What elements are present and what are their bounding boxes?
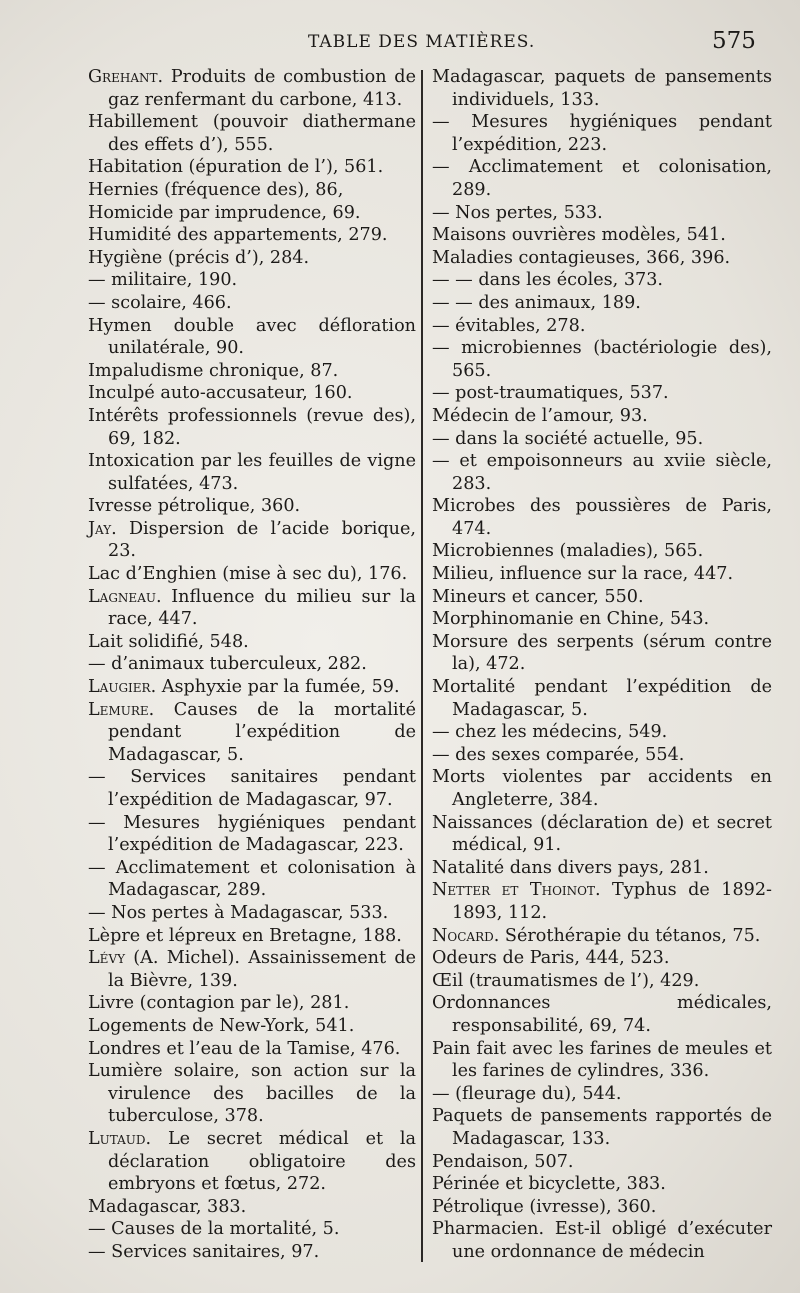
entry-text: — Services sanitaires, 97. <box>88 1241 320 1262</box>
index-entry <box>88 1015 416 1038</box>
entry-text: Lac d’Enghien (mise à sec du), 176. <box>88 564 408 585</box>
entry-text: Produits de combustion de gaz renfermant du carbone, 413. <box>108 67 416 110</box>
index-entry <box>432 405 772 428</box>
entry-text: Lèpre et lépreux en Bretagne, 188. <box>88 925 402 946</box>
entry-text: — des sexes comparée, 554. <box>432 744 685 765</box>
entry-text: Livre (contagion par le), 281. <box>88 993 350 1014</box>
entry-text: Humidité des appartements, 279. <box>88 225 388 246</box>
index-entry <box>88 857 416 902</box>
index-entry <box>432 631 772 676</box>
entry-text: Habillement (pouvoir diathermane des effets d’), 555. <box>88 112 416 155</box>
index-entry <box>88 382 416 405</box>
entry-text: Microbes des poussières de Paris, 474. <box>432 496 772 539</box>
index-entry <box>88 202 416 225</box>
entry-text: Naissances (déclaration de) et secret médical, 91. <box>432 812 772 856</box>
entry-text: — scolaire, 466. <box>88 292 232 313</box>
index-entry <box>432 992 772 1037</box>
index-entry <box>432 156 772 201</box>
index-entry <box>88 586 416 631</box>
entry-text: (A. Michel). Assainissement de la Bièvre, 139. <box>108 948 416 991</box>
index-entry <box>88 812 416 857</box>
entry-author: Netter et Thoinot. <box>432 880 601 901</box>
entry-text: Lumière solaire, son action sur la virulence des bacilles de la tuberculose, 378. <box>88 1061 416 1127</box>
entry-text: Londres et l’eau de la Tamise, 476. <box>88 1038 401 1059</box>
index-entry <box>88 495 416 518</box>
entry-text: Mortalité pendant l’expédition de Madagascar, 5. <box>432 677 772 720</box>
index-entry <box>432 292 772 315</box>
index-entry <box>432 450 772 495</box>
entry-text: Intoxication par les feuilles de vigne sulfatées, 473. <box>88 451 416 494</box>
entry-text: Médecin de l’amour, 93. <box>432 405 648 426</box>
index-entry <box>88 631 416 654</box>
entry-text: — Acclimatement et colonisation, 289. <box>432 157 772 200</box>
index-entry <box>88 1060 416 1128</box>
index-entry <box>432 224 772 247</box>
index-entry <box>88 653 416 676</box>
index-entry <box>432 970 772 993</box>
entry-text: — Services sanitaires pendant l’expédition de Madagascar, 97. <box>88 767 416 810</box>
index-entry <box>88 992 416 1015</box>
index-entry <box>432 857 772 880</box>
entry-text: Influence du milieu sur la race, 447. <box>108 586 416 630</box>
index-entry <box>88 925 416 948</box>
entry-text: Asphyxie par la fumée, 59. <box>156 677 400 698</box>
entry-text: Habitation (épuration de l’), 561. <box>88 157 384 178</box>
entry-text: Homicide par imprudence, 69. <box>88 202 361 223</box>
index-entry <box>432 812 772 857</box>
index-entry <box>88 699 416 767</box>
index-entry <box>432 428 772 451</box>
index-column-left <box>88 66 416 1263</box>
entry-text: Madagascar, paquets de pansements individuels, 133. <box>432 67 772 110</box>
index-entry <box>88 518 416 563</box>
index-entry <box>432 1083 772 1106</box>
index-entry <box>88 66 416 111</box>
index-entry <box>432 540 772 563</box>
entry-text: — Acclimatement et colonisation à Madagascar, 289. <box>88 857 416 901</box>
entry-text: Microbiennes (maladies), 565. <box>432 541 704 562</box>
entry-text: — Nos pertes, 533. <box>432 202 603 223</box>
index-entry <box>88 360 416 383</box>
index-entry <box>432 744 772 767</box>
entry-text: Logements de New-York, 541. <box>88 1015 355 1036</box>
index-entry <box>88 676 416 699</box>
entry-author: Laugier. <box>88 677 157 698</box>
index-entry <box>432 247 772 270</box>
index-entry <box>88 247 416 270</box>
index-entry <box>88 1128 416 1196</box>
entry-text: Causes de la mortalité pendant l’expédition de Madagascar, 5. <box>108 699 416 765</box>
entry-text: — chez les médecins, 549. <box>432 722 668 743</box>
entry-text: Maisons ouvrières modèles, 541. <box>432 225 726 246</box>
index-entry <box>432 766 772 811</box>
page-number: 575 <box>712 28 756 54</box>
entry-text: Dispersion de l’acide borique, 23. <box>108 518 416 562</box>
entry-text: Mineurs et cancer, 550. <box>432 586 644 607</box>
index-entry <box>88 315 416 360</box>
index-entry <box>432 202 772 225</box>
entry-text: — Nos pertes à Madagascar, 533. <box>88 902 389 923</box>
entry-author: Nocard. <box>432 925 500 946</box>
entry-text: Périnée et bicyclette, 383. <box>432 1174 666 1195</box>
entry-author: Lévy <box>88 948 126 969</box>
entry-text: Lait solidifié, 548. <box>88 631 249 652</box>
entry-text: — (fleurage du), 544. <box>432 1083 622 1104</box>
entry-text: Œil (traumatismes de l’), 429. <box>432 970 700 991</box>
entry-text: Morts violentes par accidents en Angleterre, 384. <box>432 767 772 810</box>
entry-text: Maladies contagieuses, 366, 396. <box>432 247 731 268</box>
entry-text: Inculpé auto-accusateur, 160. <box>88 383 353 404</box>
entry-text: Pain fait avec les farines de meules et les farines de cylindres, 336. <box>432 1038 772 1082</box>
index-entry <box>432 1151 772 1174</box>
index-entry <box>88 156 416 179</box>
entry-text: Paquets de pansements rapportés de Madagascar, 133. <box>432 1106 772 1149</box>
index-entry <box>432 563 772 586</box>
index-entry <box>432 382 772 405</box>
index-entry <box>432 721 772 744</box>
index-entry <box>88 902 416 925</box>
entry-text: Hernies (fréquence des), 86, <box>88 179 344 200</box>
index-entry <box>88 179 416 202</box>
entry-text: Madagascar, 383. <box>88 1196 247 1217</box>
entry-text: Le secret médical et la déclaration obligatoire des embryons et fœtus, 272. <box>108 1128 416 1195</box>
entry-author: Grehant. <box>88 67 164 87</box>
page-header <box>0 28 800 56</box>
entry-text: — microbiennes (bactériologie des), 565. <box>432 338 772 381</box>
entry-text: — post-traumatiques, 537. <box>432 383 669 404</box>
entry-text: — — des animaux, 189. <box>432 292 641 313</box>
entry-text: — — dans les écoles, 373. <box>432 270 664 291</box>
index-entry <box>432 925 772 948</box>
index-entry <box>88 563 416 586</box>
index-entry <box>432 495 772 540</box>
entry-text: Hygiène (précis d’), 284. <box>88 247 310 268</box>
index-entry <box>88 766 416 811</box>
entry-text: Pétrolique (ivresse), 360. <box>432 1196 657 1217</box>
index-entry <box>432 676 772 721</box>
index-column-right <box>432 66 772 1263</box>
index-entry <box>88 1196 416 1219</box>
entry-text: — d’animaux tuberculeux, 282. <box>88 654 367 675</box>
column-divider <box>421 70 423 1262</box>
index-entry <box>432 586 772 609</box>
entry-text: Odeurs de Paris, 444, 523. <box>432 948 670 969</box>
index-entry <box>88 1218 416 1241</box>
index-entry <box>432 1173 772 1196</box>
entry-text: Impaludisme chronique, 87. <box>88 360 339 381</box>
index-entry <box>432 1105 772 1150</box>
index-entry <box>88 111 416 156</box>
entry-text: Pendaison, 507. <box>432 1151 574 1172</box>
index-entry <box>88 1241 416 1264</box>
index-entry <box>432 1196 772 1219</box>
entry-author: Jay. <box>88 518 117 539</box>
running-head-title: TABLE DES MATIÈRES. <box>308 32 536 52</box>
index-entry <box>88 224 416 247</box>
entry-text: Ivresse pétrolique, 360. <box>88 496 301 517</box>
entry-text: Ordonnances médicales, responsabilité, 69, 74. <box>432 993 772 1036</box>
entry-author: Lagneau. <box>88 586 162 607</box>
index-entry <box>432 879 772 924</box>
index-entry <box>88 450 416 495</box>
entry-text: Morsure des serpents (sérum contre la), 472. <box>432 631 772 675</box>
index-entry <box>432 111 772 156</box>
entry-text: Milieu, influence sur la race, 447. <box>432 564 734 585</box>
entry-text: Hymen double avec défloration unilatérale, 90. <box>88 315 416 359</box>
index-entry <box>432 66 772 111</box>
index-entry <box>88 292 416 315</box>
index-entry <box>88 1038 416 1061</box>
entry-text: Typhus de 1892-1893, 112. <box>452 880 772 923</box>
index-entry <box>88 405 416 450</box>
entry-text: — et empoisonneurs au xviie siècle, 283. <box>432 451 772 494</box>
index-entry <box>88 947 416 992</box>
entry-author: Lemure. <box>88 699 155 720</box>
index-entry <box>432 608 772 631</box>
index-entry <box>432 269 772 292</box>
entry-text: — militaire, 190. <box>88 270 238 291</box>
index-entry <box>432 1038 772 1083</box>
entry-text: Sérothérapie du tétanos, 75. <box>499 925 761 946</box>
entry-text: Natalité dans divers pays, 281. <box>432 857 709 878</box>
index-entry <box>432 337 772 382</box>
entry-text: — Mesures hygiéniques pendant l’expédition, 223. <box>432 112 772 155</box>
entry-text: — évitables, 278. <box>432 315 586 336</box>
entry-text: — dans la société actuelle, 95. <box>432 428 704 449</box>
index-entry <box>432 315 772 338</box>
index-entry <box>432 947 772 970</box>
entry-author: Lutaud. <box>88 1128 152 1149</box>
index-entry <box>88 269 416 292</box>
entry-text: Morphinomanie en Chine, 543. <box>432 609 710 630</box>
index-entry <box>432 1218 772 1263</box>
entry-text: Intérêts professionnels (revue des), 69, 182. <box>88 405 416 449</box>
entry-text: — Causes de la mortalité, 5. <box>88 1219 340 1240</box>
entry-text: — Mesures hygiéniques pendant l’expédition de Madagascar, 223. <box>88 812 416 856</box>
entry-text: Pharmacien. Est-il obligé d’exécuter une ordonnance de médecin <box>432 1219 772 1262</box>
